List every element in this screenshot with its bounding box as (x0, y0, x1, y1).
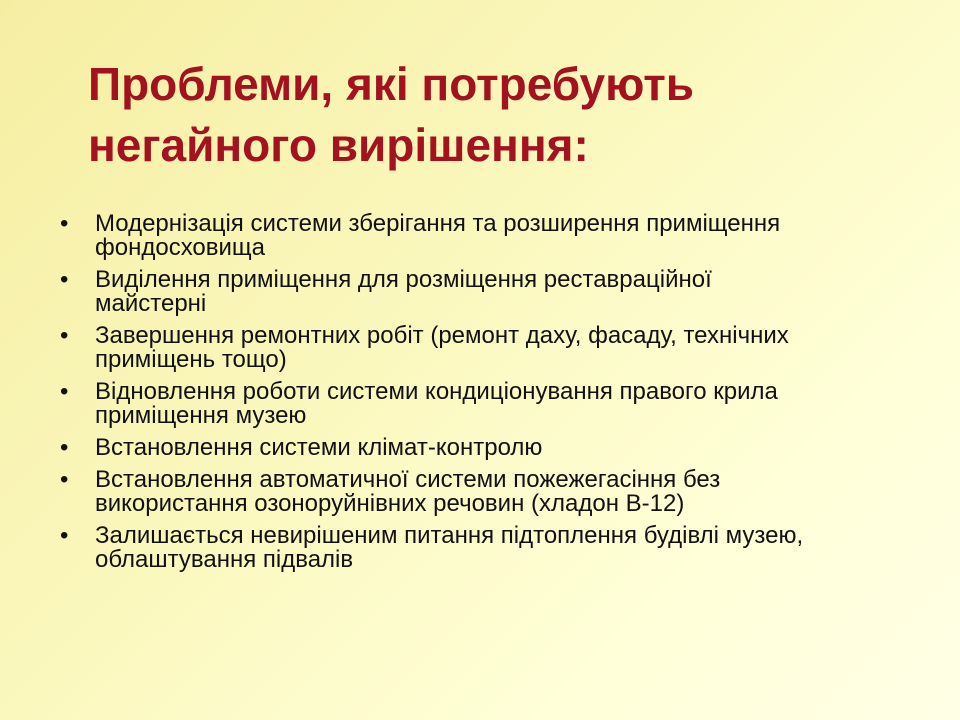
bullet-item-fire-suppression (60, 468, 920, 516)
bullet-icon: • (60, 322, 69, 349)
bullet-icon: • (60, 466, 69, 493)
bullet-text: Відновлення роботи системи кондиціонування правого крила приміщення музею (95, 378, 778, 429)
bullet-text: Завершення ремонтних робіт (ремонт даху, фасаду, технічних приміщень тощо) (95, 322, 789, 373)
bullet-item-air-conditioning (60, 380, 920, 428)
slide-title-line-2: негайного вирішення: (88, 119, 589, 171)
slide-title (88, 54, 908, 176)
bullet-item-storage-modernization (60, 212, 920, 260)
bullet-text: Встановлення системи клімат-контролю (95, 434, 543, 461)
bullet-item-restoration-workshop (60, 268, 920, 316)
problem-bullet-list (60, 212, 920, 580)
bullet-item-basement-flooding (60, 524, 920, 572)
bullet-icon: • (60, 210, 69, 237)
bullet-text: Залишається невирішеним питання підтоплення будівлі музею, облаштування підвалів (95, 522, 804, 573)
slide-title-line-1: Проблеми, які потребують (88, 58, 695, 110)
bullet-icon: • (60, 522, 69, 549)
bullet-item-climate-control (60, 436, 920, 460)
bullet-icon: • (60, 378, 69, 405)
bullet-icon: • (60, 434, 69, 461)
bullet-text: Виділення приміщення для розміщення реставраційної майстерні (95, 266, 712, 317)
bullet-text: Модернізація системи зберігання та розширення приміщення фондосховища (95, 210, 781, 261)
bullet-icon: • (60, 266, 69, 293)
bullet-item-repair-works (60, 324, 920, 372)
bullet-text: Встановлення автоматичної системи пожежегасіння без використання озоноруйнівних речовин (хладон В-12) (95, 466, 721, 517)
